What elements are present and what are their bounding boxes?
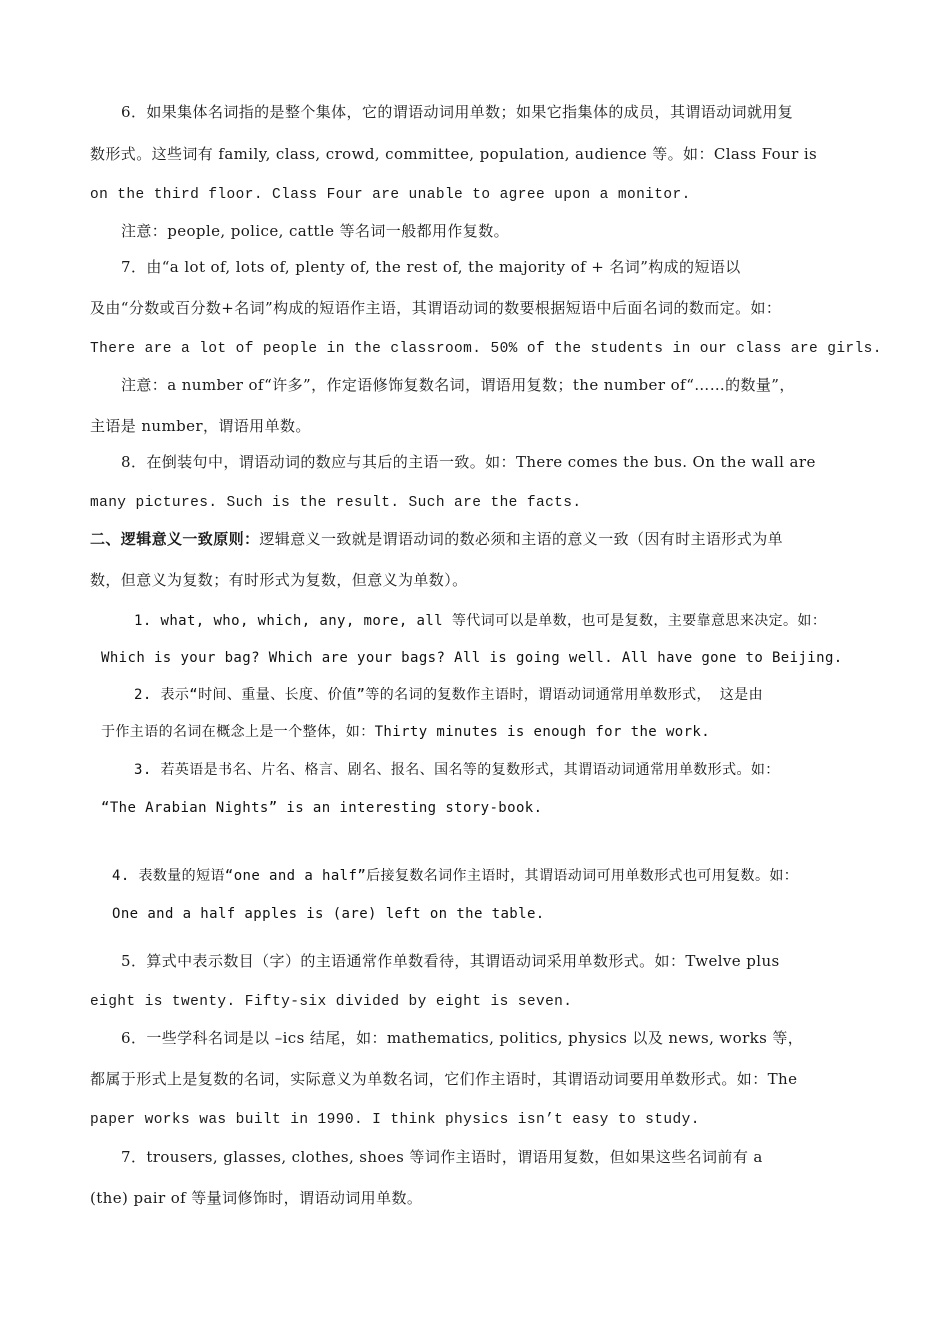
para-6-line3: on the third floor. Class Four are unable to agree upon a monitor.	[90, 187, 691, 203]
item-5-line2: eight is twenty. Fifty-six divided by eight is seven.	[90, 994, 573, 1010]
note-people: 注意：people, police, cattle 等名词一般都用作复数。	[121, 222, 510, 240]
item-6-line3: paper works was built in 1990. I think physics isn’t easy to study.	[90, 1112, 700, 1128]
item-4-line2: One and a half apples is (are) left on the table.	[112, 906, 545, 922]
para-8-line2: many pictures. Such is the result. Such are the facts.	[90, 495, 582, 511]
item-6-line1: 6．一些学科名词是以 –ics 结尾，如：mathematics, politics, physics 以及 news, works 等，	[121, 1029, 804, 1047]
para-7-line1: 7．由“a lot of, lots of, plenty of, the rest of, the majority of + 名词”构成的短语以	[121, 258, 741, 276]
section-two-text: 逻辑意义一致就是谓语动词的数必须和主语的意义一致（因有时主语形式为单	[259, 530, 784, 548]
note-number-line2: 主语是 number，谓语用单数。	[90, 417, 311, 435]
item-4-line1: 4. 表数量的短语“one and a half”后接复数名词作主语时，其谓语动词可用单数形式也可用复数。如：	[112, 868, 799, 884]
item-1-line2: Which is your bag? Which are your bags? All is going well. All have gone to Beijing.	[101, 650, 843, 666]
para-7-line2: 及由“分数或百分数+名词”构成的短语作主语，其谓语动词的数要根据短语中后面名词的数而定。如：	[90, 299, 782, 317]
item-7-line1: 7．trousers, glasses, clothes, shoes 等词作主语时，谓语用复数，但如果这些名词前有 a	[121, 1148, 763, 1166]
section-heading: 二、逻辑意义一致原则：	[90, 530, 260, 548]
item-2-line2: 于作主语的名词在概念上是一个整体，如：Thirty minutes is enough for the work.	[101, 724, 711, 740]
item-5-line1: 5．算式中表示数目（字）的主语通常作单数看待，其谓语动词采用单数形式。如：Twelve plus	[121, 952, 780, 970]
para-6-line2: 数形式。这些词有 family, class, crowd, committee, population, audience 等。如：Class Four is	[90, 145, 818, 163]
item-3-line2: “The Arabian Nights” is an interesting story-book.	[101, 800, 543, 816]
para-8-line1: 8．在倒装句中，谓语动词的数应与其后的主语一致。如：There comes the bus. On the wall are	[121, 453, 816, 471]
note-number-line1: 注意：a number of“许多”，作定语修饰复数名词，谓语用复数；the number of“……的数量”，	[121, 376, 795, 394]
item-2-line1: 2. 表示“时间、重量、长度、价值”等的名词的复数作主语时，谓语动词通常用单数形式， 这是由	[134, 687, 763, 703]
item-6-line2: 都属于形式上是复数的名词，实际意义为单数名词，它们作主语时，其谓语动词要用单数形式。如：The	[90, 1070, 798, 1088]
para-6-line1: 6．如果集体名词指的是整个集体，它的谓语动词用单数；如果它指集体的成员，其谓语动词就用复	[121, 103, 794, 121]
item-1-line1: 1. what, who, which, any, more, all 等代词可以是单数，也可是复数，主要靠意思来决定。如：	[134, 613, 827, 629]
para-7-line3: There are a lot of people in the classroom. 50% of the students in our class are girls.	[90, 341, 882, 357]
item-3-line1: 3. 若英语是书名、片名、格言、剧名、报名、国名等的复数形式，其谓语动词通常用单数形式。如：	[134, 762, 780, 778]
item-7-line2: (the) pair of 等量词修饰时，谓语动词用单数。	[90, 1189, 423, 1207]
section-two-line2: 数，但意义为复数；有时形式为复数，但意义为单数）。	[90, 571, 468, 589]
section-two-line1	[90, 529, 870, 549]
